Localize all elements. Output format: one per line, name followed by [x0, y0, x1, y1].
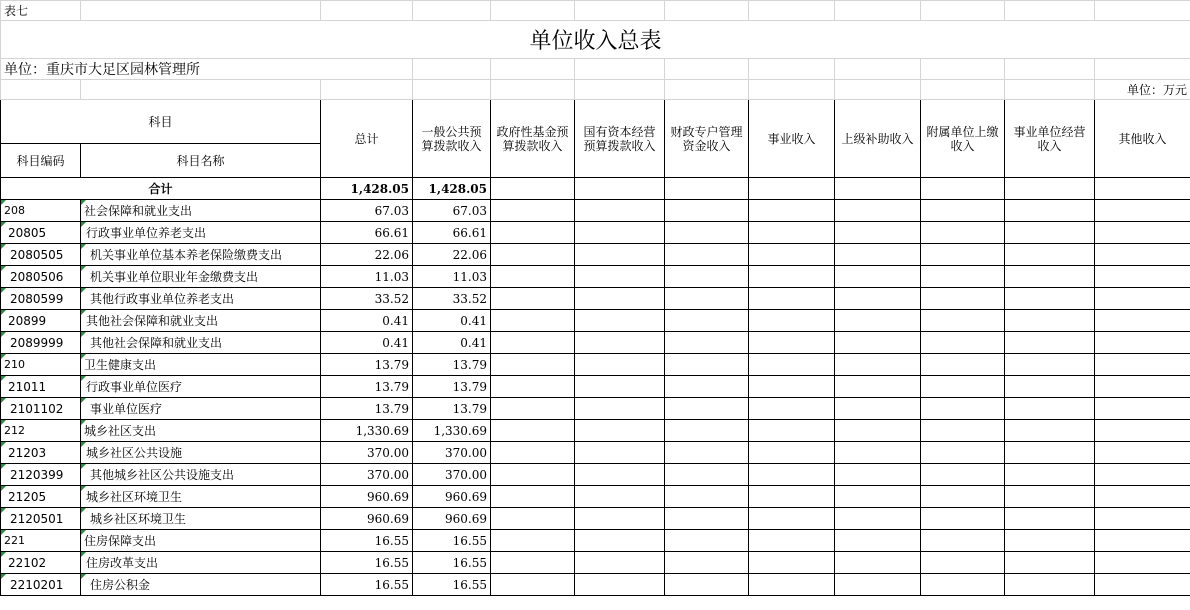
page-title: 单位收入总表 [1, 21, 1190, 59]
table-row [1, 464, 1190, 486]
subject-name: 机关事业单位职业年金缴费支出 [81, 266, 321, 288]
empty-cell[interactable] [1, 80, 81, 100]
empty-cell[interactable] [491, 354, 575, 376]
subject-name: 其他社会保障和就业支出 [81, 332, 321, 354]
empty-cell[interactable] [1095, 442, 1190, 464]
subject-code: 208 [1, 200, 81, 222]
empty-cell[interactable] [1005, 332, 1095, 354]
empty-cell[interactable] [491, 398, 575, 420]
empty-cell[interactable] [665, 288, 749, 310]
subject-code: 210 [1, 354, 81, 376]
empty-cell[interactable] [835, 178, 921, 200]
unit-measure: 单位：万元 [1095, 80, 1190, 100]
empty-cell[interactable] [1005, 354, 1095, 376]
empty-cell[interactable] [749, 420, 835, 442]
empty-cell[interactable] [835, 354, 921, 376]
empty-cell[interactable] [575, 222, 665, 244]
empty-cell[interactable] [491, 200, 575, 222]
empty-cell[interactable] [835, 59, 921, 80]
empty-cell[interactable] [575, 288, 665, 310]
empty-cell[interactable] [1005, 552, 1095, 574]
empty-cell[interactable] [665, 574, 749, 596]
empty-cell[interactable] [749, 332, 835, 354]
row-total: 960.69 [321, 486, 413, 508]
row-total: 67.03 [321, 200, 413, 222]
row-general-budget: 16.55 [413, 530, 491, 552]
empty-cell[interactable] [1005, 266, 1095, 288]
empty-cell[interactable] [491, 178, 575, 200]
empty-cell[interactable] [1095, 486, 1190, 508]
subject-code: 2120399 [1, 464, 81, 486]
empty-cell[interactable] [491, 288, 575, 310]
header-affiliated-unit: 附属单位上缴收入 [921, 100, 1005, 178]
subject-code: 22102 [1, 552, 81, 574]
empty-cell[interactable] [921, 420, 1005, 442]
empty-cell[interactable] [749, 80, 835, 100]
empty-cell[interactable] [575, 354, 665, 376]
empty-cell[interactable] [491, 80, 575, 100]
empty-cell[interactable] [1095, 420, 1190, 442]
empty-cell[interactable] [835, 508, 921, 530]
empty-cell[interactable] [1095, 310, 1190, 332]
empty-cell[interactable] [749, 266, 835, 288]
empty-cell[interactable] [491, 552, 575, 574]
empty-cell[interactable] [665, 1, 749, 21]
empty-cell[interactable] [1005, 508, 1095, 530]
table-row [1, 442, 1190, 464]
empty-cell[interactable] [835, 398, 921, 420]
empty-cell[interactable] [491, 464, 575, 486]
empty-cell[interactable] [749, 398, 835, 420]
empty-cell[interactable] [491, 486, 575, 508]
empty-cell[interactable] [921, 80, 1005, 100]
empty-cell[interactable] [491, 376, 575, 398]
empty-cell[interactable] [575, 80, 665, 100]
table-row [1, 420, 1190, 442]
empty-cell[interactable] [1005, 200, 1095, 222]
empty-cell[interactable] [921, 178, 1005, 200]
empty-cell[interactable] [1005, 80, 1095, 100]
subject-name: 社会保障和就业支出 [81, 200, 321, 222]
subject-code: 2080505 [1, 244, 81, 266]
empty-cell[interactable] [81, 1, 321, 21]
empty-cell[interactable] [575, 552, 665, 574]
subject-code: 2080506 [1, 266, 81, 288]
row-general-budget: 22.06 [413, 244, 491, 266]
subject-code: 2120501 [1, 508, 81, 530]
row-general-budget: 1,330.69 [413, 420, 491, 442]
empty-cell[interactable] [575, 310, 665, 332]
empty-cell[interactable] [835, 552, 921, 574]
empty-cell[interactable] [835, 464, 921, 486]
empty-cell[interactable] [749, 442, 835, 464]
empty-cell[interactable] [575, 508, 665, 530]
empty-cell[interactable] [491, 310, 575, 332]
empty-cell[interactable] [491, 442, 575, 464]
row-general-budget: 370.00 [413, 442, 491, 464]
empty-cell[interactable] [1005, 486, 1095, 508]
empty-cell[interactable] [413, 1, 491, 21]
empty-cell[interactable] [575, 1, 665, 21]
header-special-account: 财政专户管理资金收入 [665, 100, 749, 178]
empty-cell[interactable] [1005, 310, 1095, 332]
empty-cell[interactable] [921, 332, 1005, 354]
empty-cell[interactable] [749, 310, 835, 332]
subject-code: 2080599 [1, 288, 81, 310]
empty-cell[interactable] [491, 332, 575, 354]
empty-cell[interactable] [575, 442, 665, 464]
row-total: 960.69 [321, 508, 413, 530]
empty-cell[interactable] [835, 222, 921, 244]
total-row [1, 178, 1190, 200]
empty-cell[interactable] [749, 244, 835, 266]
row-general-budget: 960.69 [413, 508, 491, 530]
row-general-budget: 960.69 [413, 486, 491, 508]
empty-cell[interactable] [1095, 178, 1190, 200]
subject-code: 2089999 [1, 332, 81, 354]
empty-cell[interactable] [665, 266, 749, 288]
empty-cell[interactable] [1095, 376, 1190, 398]
row-total: 13.79 [321, 354, 413, 376]
subject-name: 事业单位医疗 [81, 398, 321, 420]
empty-cell[interactable] [1095, 244, 1190, 266]
empty-cell[interactable] [1005, 178, 1095, 200]
empty-cell[interactable] [491, 222, 575, 244]
empty-cell[interactable] [921, 59, 1005, 80]
empty-cell[interactable] [921, 398, 1005, 420]
empty-cell[interactable] [921, 508, 1005, 530]
empty-cell[interactable] [921, 486, 1005, 508]
empty-cell[interactable] [921, 530, 1005, 552]
subject-code: 21011 [1, 376, 81, 398]
empty-cell[interactable] [749, 200, 835, 222]
subject-code: 21203 [1, 442, 81, 464]
empty-cell[interactable] [665, 552, 749, 574]
empty-cell[interactable] [1005, 574, 1095, 596]
empty-cell[interactable] [921, 310, 1005, 332]
empty-cell[interactable] [1005, 464, 1095, 486]
row-general-budget: 33.52 [413, 288, 491, 310]
empty-cell[interactable] [921, 574, 1005, 596]
header-superior-subsidy: 上级补助收入 [835, 100, 921, 178]
empty-cell[interactable] [665, 354, 749, 376]
empty-cell[interactable] [1005, 530, 1095, 552]
empty-cell[interactable] [835, 266, 921, 288]
empty-cell[interactable] [921, 552, 1005, 574]
empty-cell[interactable] [1005, 244, 1095, 266]
empty-cell[interactable] [921, 1, 1005, 21]
empty-cell[interactable] [491, 508, 575, 530]
empty-cell[interactable] [1095, 200, 1190, 222]
empty-cell[interactable] [749, 530, 835, 552]
header-total: 总计 [321, 100, 413, 178]
table-row [1, 398, 1190, 420]
row-total: 0.41 [321, 332, 413, 354]
empty-cell[interactable] [749, 574, 835, 596]
empty-cell[interactable] [835, 530, 921, 552]
empty-cell[interactable] [835, 288, 921, 310]
row-total: 370.00 [321, 464, 413, 486]
empty-cell[interactable] [1095, 59, 1190, 80]
empty-cell[interactable] [81, 80, 321, 100]
row-total: 66.61 [321, 222, 413, 244]
row-total: 13.79 [321, 376, 413, 398]
empty-cell[interactable] [835, 332, 921, 354]
row-general-budget: 16.55 [413, 552, 491, 574]
empty-cell[interactable] [575, 332, 665, 354]
empty-cell[interactable] [835, 486, 921, 508]
empty-cell[interactable] [835, 310, 921, 332]
subject-name: 其他行政事业单位养老支出 [81, 288, 321, 310]
empty-cell[interactable] [665, 398, 749, 420]
row-total: 0.41 [321, 310, 413, 332]
subject-name: 其他社会保障和就业支出 [81, 310, 321, 332]
empty-cell[interactable] [575, 420, 665, 442]
empty-cell[interactable] [749, 552, 835, 574]
empty-cell[interactable] [491, 244, 575, 266]
empty-cell[interactable] [665, 464, 749, 486]
empty-cell[interactable] [1005, 222, 1095, 244]
subject-name: 城乡社区环境卫生 [81, 486, 321, 508]
empty-cell[interactable] [921, 244, 1005, 266]
empty-cell[interactable] [1005, 398, 1095, 420]
empty-cell[interactable] [491, 266, 575, 288]
row-general-budget: 13.79 [413, 376, 491, 398]
empty-cell[interactable] [1095, 266, 1190, 288]
empty-cell[interactable] [1095, 574, 1190, 596]
empty-cell[interactable] [835, 244, 921, 266]
empty-cell[interactable] [749, 178, 835, 200]
row-general-budget: 11.03 [413, 266, 491, 288]
table-row [1, 310, 1190, 332]
empty-cell[interactable] [665, 310, 749, 332]
empty-cell[interactable] [665, 59, 749, 80]
empty-cell[interactable] [835, 442, 921, 464]
subject-code: 212 [1, 420, 81, 442]
row-general-budget: 0.41 [413, 332, 491, 354]
header-kemu: 科目 [1, 100, 321, 144]
empty-cell[interactable] [1005, 59, 1095, 80]
row-total: 16.55 [321, 552, 413, 574]
total-sum: 1,428.05 [321, 178, 413, 200]
empty-cell[interactable] [1095, 332, 1190, 354]
row-general-budget: 370.00 [413, 464, 491, 486]
empty-cell[interactable] [665, 530, 749, 552]
subject-name: 城乡社区公共设施 [81, 442, 321, 464]
row-total: 1,330.69 [321, 420, 413, 442]
empty-cell[interactable] [749, 508, 835, 530]
table-row [1, 354, 1190, 376]
header-operating-income: 事业单位经营收入 [1005, 100, 1095, 178]
empty-cell[interactable] [665, 508, 749, 530]
row-total: 16.55 [321, 530, 413, 552]
empty-cell[interactable] [1005, 420, 1095, 442]
row-general-budget: 67.03 [413, 200, 491, 222]
empty-cell[interactable] [1005, 442, 1095, 464]
subject-name: 住房公积金 [81, 574, 321, 596]
row-total: 22.06 [321, 244, 413, 266]
empty-cell[interactable] [1095, 552, 1190, 574]
subject-name: 城乡社区环境卫生 [81, 508, 321, 530]
row-total: 33.52 [321, 288, 413, 310]
empty-cell[interactable] [835, 200, 921, 222]
empty-cell[interactable] [575, 178, 665, 200]
subject-code: 2101102 [1, 398, 81, 420]
empty-cell[interactable] [575, 574, 665, 596]
empty-cell[interactable] [835, 574, 921, 596]
header-code: 科目编码 [1, 144, 81, 178]
header-business-income: 事业收入 [749, 100, 835, 178]
subject-name: 其他城乡社区公共设施支出 [81, 464, 321, 486]
empty-cell[interactable] [665, 222, 749, 244]
empty-cell[interactable] [665, 420, 749, 442]
empty-cell[interactable] [921, 354, 1005, 376]
empty-cell[interactable] [575, 530, 665, 552]
empty-cell[interactable] [921, 376, 1005, 398]
empty-cell[interactable] [575, 376, 665, 398]
table-row [1, 376, 1190, 398]
empty-cell[interactable] [575, 200, 665, 222]
empty-cell[interactable] [1095, 288, 1190, 310]
header-name: 科目名称 [81, 144, 321, 178]
empty-cell[interactable] [1095, 398, 1190, 420]
row-general-budget: 66.61 [413, 222, 491, 244]
empty-cell[interactable] [921, 442, 1005, 464]
empty-cell[interactable] [575, 464, 665, 486]
empty-cell[interactable] [321, 80, 413, 100]
header-state-capital: 国有资本经营预算拨款收入 [575, 100, 665, 178]
empty-cell[interactable] [1095, 1, 1190, 21]
empty-cell[interactable] [575, 244, 665, 266]
table-row [1, 222, 1190, 244]
empty-cell[interactable] [575, 398, 665, 420]
empty-cell[interactable] [491, 574, 575, 596]
subject-name: 城乡社区支出 [81, 420, 321, 442]
empty-cell[interactable] [575, 59, 665, 80]
row-total: 370.00 [321, 442, 413, 464]
subject-name: 住房改革支出 [81, 552, 321, 574]
empty-cell[interactable] [749, 1, 835, 21]
empty-cell[interactable] [665, 80, 749, 100]
subject-name: 行政事业单位医疗 [81, 376, 321, 398]
empty-cell[interactable] [491, 1, 575, 21]
row-general-budget: 13.79 [413, 354, 491, 376]
row-general-budget: 0.41 [413, 310, 491, 332]
empty-cell[interactable] [921, 200, 1005, 222]
subject-name: 住房保障支出 [81, 530, 321, 552]
row-total: 13.79 [321, 398, 413, 420]
empty-cell[interactable] [1005, 1, 1095, 21]
empty-cell[interactable] [921, 464, 1005, 486]
empty-cell[interactable] [749, 59, 835, 80]
empty-cell[interactable] [749, 288, 835, 310]
empty-cell[interactable] [921, 288, 1005, 310]
empty-cell[interactable] [575, 266, 665, 288]
empty-cell[interactable] [413, 59, 491, 80]
subject-code: 20899 [1, 310, 81, 332]
header-general-budget: 一般公共预算拨款收入 [413, 100, 491, 178]
unit-name: 单位：重庆市大足区园林管理所 [1, 59, 413, 80]
subject-code: 2210201 [1, 574, 81, 596]
sheet-label: 表七 [1, 1, 81, 21]
empty-cell[interactable] [491, 420, 575, 442]
empty-cell[interactable] [921, 222, 1005, 244]
empty-cell[interactable] [575, 486, 665, 508]
subject-code: 21205 [1, 486, 81, 508]
empty-cell[interactable] [665, 376, 749, 398]
row-general-budget: 16.55 [413, 574, 491, 596]
empty-cell[interactable] [749, 222, 835, 244]
table-row [1, 508, 1190, 530]
empty-cell[interactable] [1095, 464, 1190, 486]
table-row [1, 332, 1190, 354]
row-total: 16.55 [321, 574, 413, 596]
empty-cell[interactable] [665, 442, 749, 464]
table-row [1, 552, 1190, 574]
subject-code: 221 [1, 530, 81, 552]
row-general-budget: 13.79 [413, 398, 491, 420]
empty-cell[interactable] [413, 80, 491, 100]
empty-cell[interactable] [835, 80, 921, 100]
empty-cell[interactable] [1095, 222, 1190, 244]
empty-cell[interactable] [835, 1, 921, 21]
empty-cell[interactable] [665, 332, 749, 354]
total-general-budget: 1,428.05 [413, 178, 491, 200]
table-row [1, 200, 1190, 222]
empty-cell[interactable] [665, 486, 749, 508]
empty-cell[interactable] [665, 178, 749, 200]
header-other-income: 其他收入 [1095, 100, 1190, 178]
empty-cell[interactable] [491, 59, 575, 80]
header-gov-fund: 政府性基金预算拨款收入 [491, 100, 575, 178]
empty-cell[interactable] [665, 200, 749, 222]
empty-cell[interactable] [665, 244, 749, 266]
total-label: 合计 [1, 178, 321, 200]
subject-name: 卫生健康支出 [81, 354, 321, 376]
empty-cell[interactable] [835, 376, 921, 398]
table-row [1, 244, 1190, 266]
empty-cell[interactable] [491, 530, 575, 552]
subject-name: 行政事业单位养老支出 [81, 222, 321, 244]
table-row [1, 574, 1190, 596]
table-row [1, 288, 1190, 310]
table-row [1, 530, 1190, 552]
empty-cell[interactable] [749, 376, 835, 398]
empty-cell[interactable] [1095, 508, 1190, 530]
empty-cell[interactable] [1005, 288, 1095, 310]
empty-cell[interactable] [749, 354, 835, 376]
empty-cell[interactable] [749, 486, 835, 508]
empty-cell[interactable] [749, 464, 835, 486]
empty-cell[interactable] [321, 1, 413, 21]
table-row [1, 266, 1190, 288]
empty-cell[interactable] [921, 266, 1005, 288]
subject-code: 20805 [1, 222, 81, 244]
subject-name: 机关事业单位基本养老保险缴费支出 [81, 244, 321, 266]
empty-cell[interactable] [835, 420, 921, 442]
table-row [1, 486, 1190, 508]
row-total: 11.03 [321, 266, 413, 288]
empty-cell[interactable] [1005, 376, 1095, 398]
empty-cell[interactable] [1095, 354, 1190, 376]
empty-cell[interactable] [1095, 530, 1190, 552]
